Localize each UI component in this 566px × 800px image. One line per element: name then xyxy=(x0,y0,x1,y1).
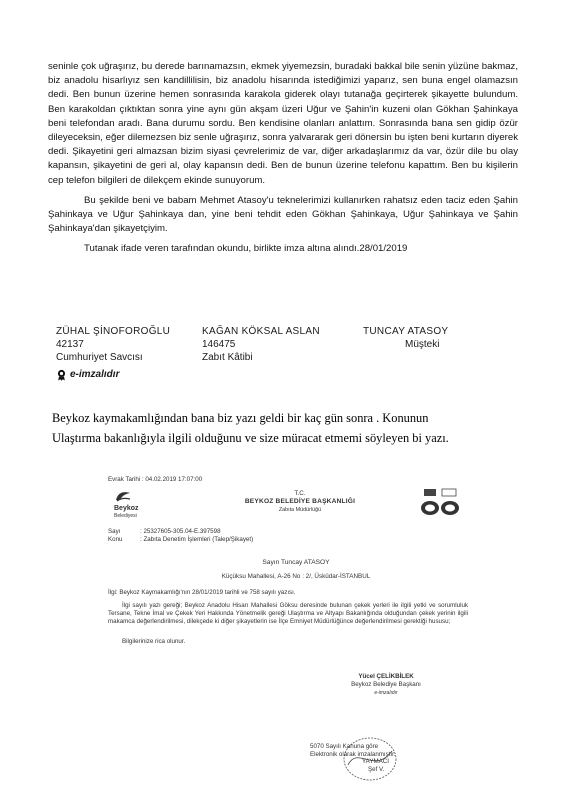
signer-clerk xyxy=(202,325,320,364)
mayor-name: Yücel ÇELİKBİLEK xyxy=(358,673,414,680)
line: dileyeceksin, eğer dilemezsen biz senle uğraşırız, sonra yalvararak geri dönersin bu işten beni xyxy=(48,132,450,144)
line: Uğur Şahinkaya ve Şahin Şahinkaya'dan şikayetçiyim. xyxy=(48,209,518,235)
line: taciz eden Şahin Şahinkaya ve Uğur Şahinkaya dan, yine beni tehdit eden Gökhan Şahinkaya, xyxy=(48,194,518,221)
beykoz-emblem-icon xyxy=(114,490,132,502)
letter-meta xyxy=(108,528,408,544)
seal-icon xyxy=(56,369,67,381)
meta-row xyxy=(108,528,408,536)
signer-name: TUNCAY ATASOY xyxy=(363,326,449,337)
certification-logos xyxy=(418,488,462,520)
signer-prosecutor xyxy=(56,325,170,381)
meta-row xyxy=(108,536,408,544)
signer-role: Müşteki xyxy=(405,339,440,350)
line: aynı gün akşam üzeri Uğur ve Şahin'in kuzeni olan Gökhan Şahinkaya beni telefondan aradı. xyxy=(48,103,518,129)
signature-block xyxy=(40,325,530,395)
mayor-esign-note: e-imzalıdır xyxy=(374,690,398,696)
meta-value: : Zabıta Denetim İşlemleri (Talep/Şikayet) xyxy=(140,536,254,543)
signer-name: ZÜHAL ŞİNOFOROĞLU xyxy=(56,326,171,337)
stamp-line: YAYMACI xyxy=(362,758,389,765)
line: ekinde sunuyorum. xyxy=(184,174,266,186)
letter-header xyxy=(210,490,390,514)
body-line: gerektiği hususu; xyxy=(403,618,451,625)
mayor-title: Beykoz Belediye Başkanı xyxy=(351,681,421,688)
stamp-line: Elektronik olarak imzalanmıştır. xyxy=(310,750,396,758)
body-line: değerlendirilmesi, dilekçede ki diğer şikayetlerin ise İlçe Emniyet Müdürlüğünce değerlendirilmesi xyxy=(136,618,402,625)
recipient xyxy=(196,559,396,581)
stamp-line: Şef V. xyxy=(368,765,385,773)
header-line: Zabıta Müdürlüğü xyxy=(278,507,322,513)
statement-paragraph-1 xyxy=(48,60,518,188)
line: seninle çok uğraşırız, bu derede barınamazsın, ekmek yiyemezsin, buradaki bakkal bile senin xyxy=(48,61,446,72)
mayor-signature xyxy=(326,673,446,697)
meta-value: : 25327605-305.04-E.397598 xyxy=(140,528,221,535)
line: Bana durumu sordu. Ben kendisine olanları anlattım. Sonrasında bana sen gidip özür xyxy=(146,117,518,129)
statement-paragraph-2 xyxy=(48,194,518,237)
note-line: Beykoz kaymakamlığından bana biz yazı geldi bir kaç gün sonra . Konunun xyxy=(52,411,429,425)
line: Ben de bunun üzerine telefonu kapattım. Ben bu kişilerin cep telefon bilgileri de dilekçem xyxy=(48,160,518,186)
meta-key: Sayı xyxy=(108,528,121,535)
line: giderek olayı tutanağa geçirterek şikayette bulundum. Ben karakoldan çıktıktan sonra yine xyxy=(48,89,518,115)
statement-text xyxy=(48,60,518,257)
esign-label: e-imzalıdır xyxy=(70,369,120,380)
logo-sub: Belediyesi xyxy=(114,513,137,519)
body-line: yerleri ile ilgili yetki ve sorumluluk Tersane, Tekne İmal ve Çekek Yeri Hakkında Yönetmelik xyxy=(108,602,468,617)
reference-line: İlgi: Beykoz Kaymakamlığı'nın 28/01/2019 tarihli ve 758 sayılı yazısı. xyxy=(108,589,296,596)
body-line: gereği Ulaştırma ve Altyapı Bakanlığında olduğundan çekek yerinin ilgili makamca xyxy=(108,610,468,625)
line: yüzüne bakmaz, biz anadolu hisarlıyız sen kandillilisin, biz anadolu hisarında istediğimizi xyxy=(48,61,519,87)
stamp-block xyxy=(310,743,450,773)
letter-closing: Bilgilerinize rica olunur. xyxy=(122,638,186,645)
signer-id: 42137 xyxy=(56,339,84,350)
signer-complainant xyxy=(363,325,448,351)
signer-role: Cumhuriyet Savcısı xyxy=(56,352,143,363)
recipient-address: Küçüksu Mahallesi, A-26 No : 2/, Üsküdar-İSTANBUL xyxy=(221,573,371,580)
line: yaparız, sen buna engel olamazsın dedi. Ben bunun üzerine hemen sonrasında karakola xyxy=(48,75,519,101)
note-line: Ulaştırma bakanlığıyla ilgili olduğunu ve size müracat etmemi söyleyen bi yazı. xyxy=(52,430,449,445)
logo-brand: Beykoz xyxy=(114,505,139,512)
letter-body xyxy=(108,602,468,626)
signer-id: 146475 xyxy=(202,339,236,350)
meta-key: Konu xyxy=(108,536,123,543)
esign-badge xyxy=(56,368,170,381)
line: Bu şekilde beni ve babam Mehmet Atasoy'u teknelerimizi kullanırken rahatsız eden xyxy=(84,194,443,206)
header-line: T.C. xyxy=(294,490,306,497)
line: kurtarın diyerek dedi. Şikayetini geri almazsan bizim siyasi çevrelerimiz de var, diğer xyxy=(48,132,519,158)
stamp-line: 5070 Sayılı Kanuna göre xyxy=(310,743,379,750)
body-line: İlgi sayılı yazı gereği; Beykoz Anadolu Hisarı Mahallesi Göksu deresinde bulunan çekek xyxy=(122,602,371,609)
beykoz-logo xyxy=(114,490,154,519)
document-date: Evrak Tarihi : 04.02.2019 17:07:00 xyxy=(108,476,203,483)
recipient-name: Sayın Tuncay ATASOY xyxy=(262,559,330,566)
municipality-letter xyxy=(100,476,480,796)
statement-paragraph-3: Tutanak ifade veren tarafından okundu, birlikte imza altına alındı.28/01/2019 xyxy=(84,243,408,255)
cert-badges-icon xyxy=(418,488,462,520)
signer-role: Zabıt Kâtibi xyxy=(202,352,253,363)
signer-name: KAĞAN KÖKSAL ASLAN xyxy=(202,326,320,337)
line: arkadaşlarımız da var, özür dile bu olay kapansın, şikayetini de geri al, olay kapansın dedi. xyxy=(48,146,518,172)
typed-note xyxy=(52,409,532,448)
header-line: BEYKOZ BELEDİYE BAŞKANLIĞI xyxy=(244,498,356,505)
